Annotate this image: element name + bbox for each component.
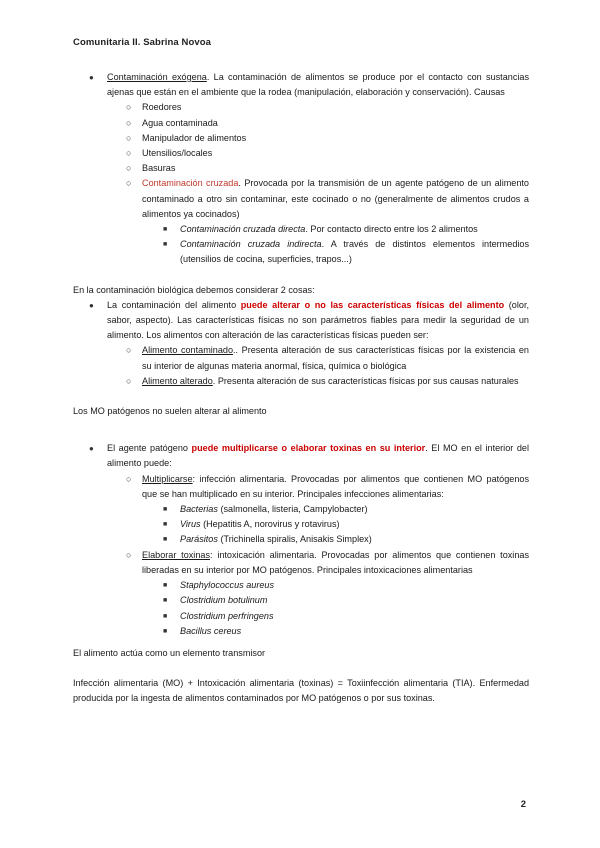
page-header: Comunitaria II. Sabrina Novoa [73, 37, 212, 48]
text-alterado: . Presenta alteración de sus características físicas por sus causas naturales [212, 375, 519, 386]
text-toxinas: : intoxicación alimentaria. Provocadas por alimentos que contienen toxinas liberadas en su interior por MO patógenos. Principales intoxicaciones alimentarias [142, 549, 529, 575]
page-content [73, 70, 529, 707]
term-cruzada: Contaminación cruzada [142, 178, 239, 189]
list-item-toxinas [126, 548, 529, 578]
hollow-bullet-icon: ○ [126, 345, 132, 356]
list-item-agente [89, 441, 529, 471]
highlight-text: puede alterar o no las características físicas del alimento [240, 299, 505, 310]
cause-label: Manipulador de alimentos [142, 132, 247, 143]
paragraph-transmisor: El alimento actúa como un elemento transmisor [73, 647, 266, 658]
square-bullet-icon: ■ [163, 597, 168, 605]
text-post: . El MO en el interior del alimento puede: [107, 443, 529, 469]
list-item-exogena [89, 70, 529, 100]
hollow-bullet-icon: ○ [126, 132, 132, 143]
square-bullet-icon: ■ [163, 241, 168, 249]
intoxicacion-name: Clostridium perfringens [180, 610, 274, 621]
infeccion-detail: (Trichinella spiralis, Anisakis Simplex) [217, 534, 372, 545]
paragraph-tia: Infección alimentaria (MO) + Intoxicación alimentaria (toxinas) = Toxiinfección alimentaria (TIA). Enfermedad producida por la ingesta de alimentos contaminados por MO patógenos o por sus toxinas. [73, 678, 529, 704]
hollow-bullet-icon: ○ [126, 117, 132, 128]
text-contaminado: .. Presenta alteración de sus características físicas por la existencia en su interior de algunas materia anormal, física, química o biológica [142, 345, 529, 371]
infeccion-name: Bacterias [180, 504, 218, 515]
cause-label: Basuras [142, 163, 176, 174]
square-bullet-icon: ■ [163, 582, 168, 590]
list-item-intoxicacion [163, 609, 529, 624]
term-indirecta: Contaminación cruzada indirecta [180, 239, 322, 250]
infeccion-detail: (Hepatitis A, norovirus y rotavirus) [200, 519, 340, 530]
square-bullet-icon: ■ [163, 627, 168, 635]
list-item-intoxicacion [163, 578, 529, 593]
hollow-bullet-icon: ○ [126, 102, 132, 113]
filled-bullet-icon: ● [89, 300, 94, 310]
term-contaminado: Alimento contaminado [142, 345, 234, 356]
list-item-cause [126, 116, 529, 131]
text-indirecta: . A través de distintos elementos intermedios (utensilios de cocina, superficies, trapos...) [180, 239, 529, 265]
list-item-cruzada-directa [163, 222, 529, 237]
hollow-bullet-icon: ○ [126, 473, 132, 484]
page-number: 2 [520, 799, 526, 810]
intoxicacion-name: Bacillus cereus [180, 625, 242, 636]
text-multiplicarse: : infección alimentaria. Provocadas por alimentos que contienen MO patógenos que se han multiplicado en su interior. Principales infecciones alimentarias: [142, 473, 529, 499]
list-item-alterado [126, 374, 529, 389]
filled-bullet-icon: ● [89, 73, 94, 82]
infeccion-name: Virus [180, 519, 201, 530]
list-item-cause [126, 100, 529, 115]
text-pre: El agente patógeno [107, 443, 192, 454]
term-alterado: Alimento alterado [142, 375, 213, 386]
list-item-intoxicacion [163, 624, 529, 639]
square-bullet-icon: ■ [163, 536, 168, 544]
intoxicacion-name: Staphylococcus aureus [180, 580, 275, 591]
list-item-cruzada-indirecta [163, 237, 529, 267]
intoxicacion-name: Clostridium botulinum [180, 595, 268, 606]
list-item-alteracion [89, 298, 529, 344]
list-item-cause [126, 146, 529, 161]
list-item-multiplicarse [126, 472, 529, 502]
hollow-bullet-icon: ○ [126, 375, 132, 386]
infeccion-name: Parásitos [180, 534, 218, 545]
hollow-bullet-icon: ○ [126, 148, 132, 159]
highlight-text: puede multiplicarse o elaborar toxinas en su interior [191, 443, 426, 454]
text-cruzada: . Provocada por la transmisión de un agente patógeno de un alimento contaminado a otro sin contaminar, este cocinado o no (generalmente de alimentos crudos a alimentos ya cocinados) [142, 178, 529, 219]
list-item-cause [126, 161, 529, 176]
paragraph-mo-note: Los MO patógenos no suelen alterar al alimento [73, 406, 267, 417]
list-item-infeccion [163, 532, 529, 547]
list-item-infeccion [163, 517, 529, 532]
term-multiplicarse: Multiplicarse [142, 473, 193, 484]
list-item-intoxicacion [163, 593, 529, 608]
paragraph-biologica-intro: En la contaminación biológica debemos considerar 2 cosas: [73, 284, 315, 295]
hollow-bullet-icon: ○ [126, 178, 132, 189]
list-item-cruzada [126, 176, 529, 222]
square-bullet-icon: ■ [163, 226, 168, 234]
list-item-cause [126, 131, 529, 146]
cause-label: Roedores [142, 102, 182, 113]
text-pre: La contaminación del alimento [107, 299, 241, 310]
list-item-infeccion [163, 502, 529, 517]
cause-label: Utensilios/locales [142, 148, 213, 159]
list-item-contaminado [126, 343, 529, 373]
filled-bullet-icon: ● [89, 444, 94, 454]
hollow-bullet-icon: ○ [126, 549, 132, 560]
text-directa: . Por contacto directo entre los 2 alimentos [305, 224, 478, 235]
term-exogena: Contaminación exógena [107, 72, 207, 82]
square-bullet-icon: ■ [163, 506, 168, 514]
term-toxinas: Elaborar toxinas [142, 549, 210, 560]
square-bullet-icon: ■ [163, 521, 168, 529]
text-exogena: . La contaminación de alimentos se produce por el contacto con sustancias ajenas que están en el ambiente que la rodea (manipulación, elaboración y conservación). Causas [107, 72, 529, 98]
cause-label: Agua contaminada [142, 117, 218, 128]
square-bullet-icon: ■ [163, 612, 168, 620]
text-post: (olor, sabor, aspecto). Las características físicas no son parámetros fiables para medir la seguridad de un alimento. Los alimentos con alteración de las características físicas pueden ser: [107, 299, 529, 341]
hollow-bullet-icon: ○ [126, 163, 132, 174]
infeccion-detail: (salmonella, listeria, Campylobacter) [217, 504, 368, 515]
term-directa: Contaminación cruzada directa [180, 224, 306, 235]
